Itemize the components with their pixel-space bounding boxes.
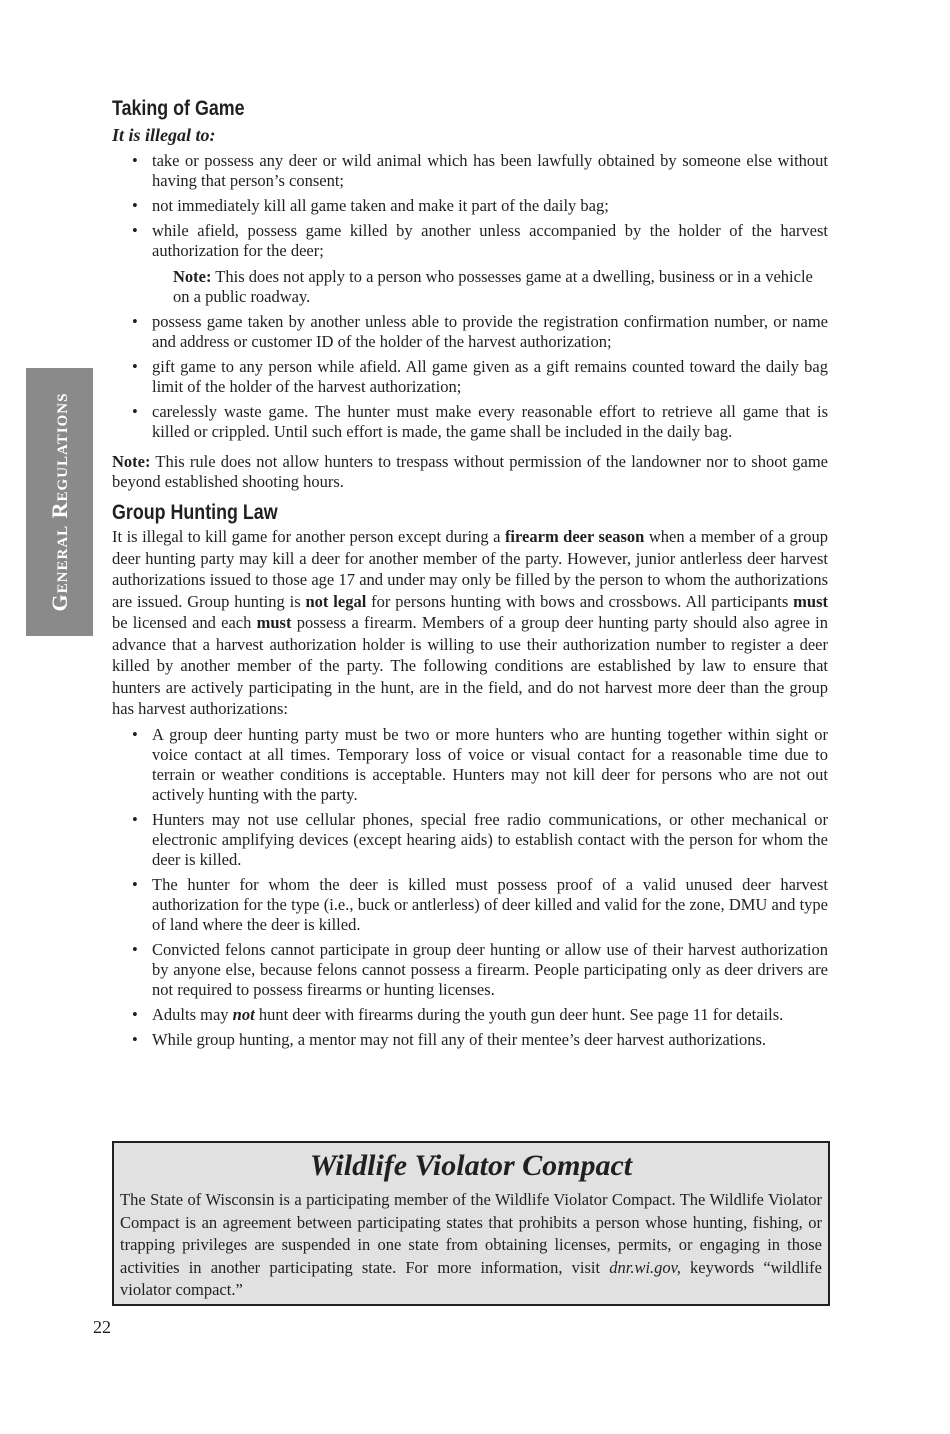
- compact-link: dnr.wi.gov,: [609, 1257, 681, 1277]
- inner-note: [112, 267, 828, 307]
- section-side-tab: [26, 368, 93, 636]
- taking-of-game-list-continued: [112, 312, 828, 442]
- list-item: • A group deer hunting party must be two or more hunters who are hunting together within sight or voice contact at all times. Temporary loss of voice or visual contact for a reasonable time due to terrain or weather conditions is acceptable. Hunters may not kill deer for persons who are not out actively hunting with the party.: [112, 725, 828, 805]
- inner-note-text: This does not apply to a person who possesses game at a dwelling, business or in a vehicle on a public roadway.: [173, 267, 813, 306]
- list-item: • gift game to any person while afield. All game given as a gift remains counted toward the daily bag limit of the holder of the harvest authorization;: [112, 357, 828, 397]
- page-number: 22: [93, 1317, 111, 1337]
- illegal-subheading: It is illegal to:: [112, 125, 216, 145]
- taking-of-game-heading: Taking of Game: [112, 97, 245, 120]
- note-label: Note:: [112, 452, 151, 471]
- list-item: • Adults may not hunt deer with firearms during the youth gun deer hunt. See page 11 for details.: [112, 1005, 828, 1025]
- compact-text: The State of Wisconsin is a participating member of the Wildlife Violator Compact. The Wildlife Violator Compact is an agreement between participating states that prohibits a person whose hunting, fishing, or trapping privileges are suspended in one state from obtaining licenses, permits, or engaging in those activities in another participating state. For more information, visit dnr.wi.gov, keywords “wildlife violator compact.”: [120, 1190, 822, 1299]
- list-item: • while afield, possess game killed by another unless accompanied by the holder of the harvest authorization for the deer;: [112, 221, 828, 261]
- list-item: • not immediately kill all game taken and make it part of the daily bag;: [112, 196, 828, 216]
- group-hunting-list: [112, 725, 828, 1050]
- note-text: This rule does not allow hunters to trespass without permission of the landowner nor to shoot game beyond established shooting hours.: [112, 452, 828, 491]
- list-item: • Convicted felons cannot participate in group deer hunting or allow use of their harvest authorization by anyone else, because felons cannot possess a firearm. People participating only as deer drivers are not required to possess firearms or hunting licenses.: [112, 940, 828, 1000]
- group-hunting-heading: Group Hunting Law: [112, 501, 278, 524]
- list-item: • carelessly waste game. The hunter must make every reasonable effort to retrieve all game that is killed or crippled. Until such effort is made, the game shall be included in the daily bag.: [112, 402, 828, 442]
- list-item: • The hunter for whom the deer is killed must possess proof of a valid unused deer harvest authorization for the type (i.e., buck or antlerless) of deer killed and valid for the zone, DMU and type of land where the deer is killed.: [112, 875, 828, 935]
- list-item: • While group hunting, a mentor may not fill any of their mentee’s deer harvest authorizations.: [112, 1030, 828, 1050]
- wildlife-violator-compact-box: [112, 1141, 830, 1306]
- compact-title: Wildlife Violator Compact: [309, 1149, 633, 1182]
- main-content: [112, 96, 828, 1050]
- list-item: • Hunters may not use cellular phones, special free radio communications, or other mechanical or electronic amplifying devices (except hearing aids) to establish contact with the person for whom the deer is killed.: [112, 810, 828, 870]
- inner-note-label: Note:: [173, 267, 212, 286]
- group-hunting-paragraph: It is illegal to kill game for another person except during a firearm deer season when a member of a group deer hunting party may kill a deer for another member of the party. However, junior antlerless deer harvest authorizations issued to those age 17 and under may only be filled by the person to whom the authorizations are issued. Group hunting is not legal for persons hunting with bows and crossbows. All participants must be licensed and each must possess a firearm. Members of a group deer hunting party should also agree in advance that a harvest authorization holder is willing to use their authorization number to register a deer killed by another member of the party. The following conditions are established by law to ensure that hunters are actively participating in the hunt, are in the field, and do not harvest more deer than the group has harvest authorizations:: [112, 527, 828, 718]
- list-item: • take or possess any deer or wild animal which has been lawfully obtained by someone else without having that person’s consent;: [112, 151, 828, 191]
- section-side-tab-label: General Regulations: [46, 392, 72, 612]
- trespass-note: [112, 452, 828, 492]
- taking-of-game-list: [112, 151, 828, 261]
- list-item: • possess game taken by another unless able to provide the registration confirmation number, or name and address or customer ID of the holder of the harvest authorization;: [112, 312, 828, 352]
